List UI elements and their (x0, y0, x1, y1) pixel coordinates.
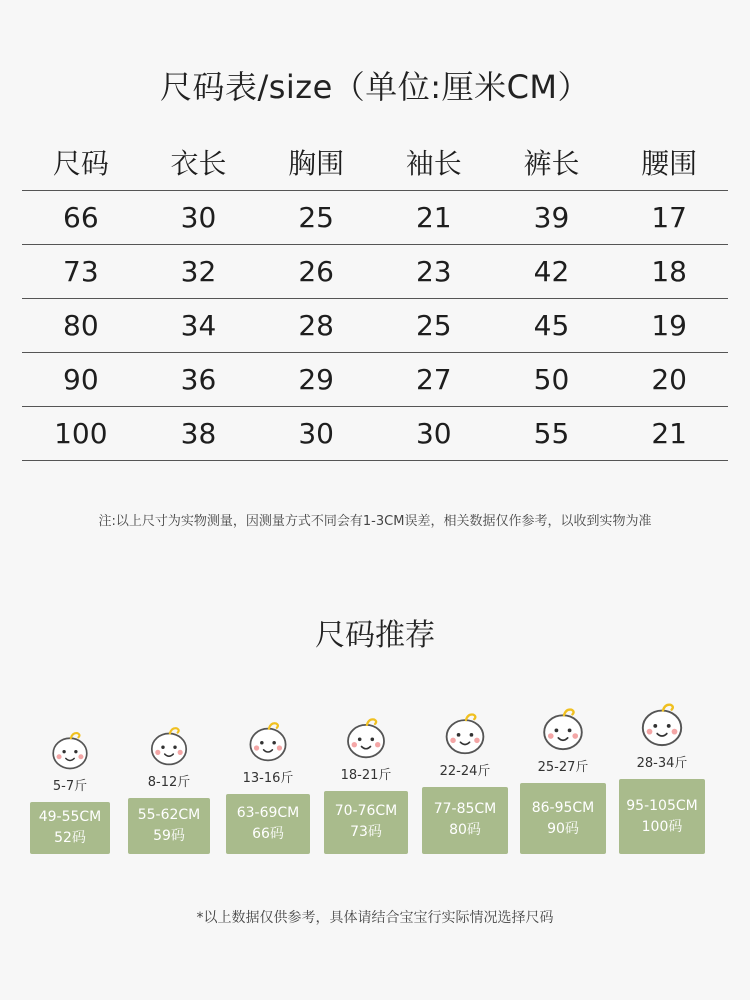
height-range: 49-55CM (38, 809, 102, 825)
size-box (30, 802, 110, 854)
baby-face-icon (638, 700, 686, 748)
table-cell: 28 (257, 299, 375, 353)
size-table (22, 134, 728, 461)
table-cell: 18 (610, 245, 728, 299)
column-header: 尺码 (52, 147, 109, 180)
table-cell: 66 (22, 191, 140, 245)
table-cell: 80 (22, 299, 140, 353)
page-title: 尺码表/size（单位:厘米CM） (159, 68, 591, 106)
table-cell: 36 (140, 353, 258, 407)
baby-face-icon (246, 719, 290, 763)
baby-face-icon (442, 710, 488, 756)
weight-label: 18-21斤 (340, 767, 392, 783)
table-cell: 39 (493, 191, 611, 245)
height-range: 95-105CM (626, 797, 698, 814)
size-code: 52码 (54, 830, 86, 846)
table-cell: 100 (22, 407, 140, 461)
table-cell: 21 (375, 191, 493, 245)
weight-label: 13-16斤 (242, 771, 294, 787)
size-code: 100码 (641, 818, 683, 835)
table-cell: 34 (140, 299, 258, 353)
table-cell: 73 (22, 245, 140, 299)
weight-label: 5-7斤 (52, 779, 88, 794)
baby-face-icon (344, 715, 389, 760)
table-cell: 38 (140, 407, 258, 461)
weight-label: 22-24斤 (439, 763, 491, 779)
table-cell: 90 (22, 353, 140, 407)
baby-face-icon (49, 729, 91, 771)
table-cell: 29 (257, 353, 375, 407)
table-cell: 50 (493, 353, 611, 407)
column-header: 腰围 (641, 147, 698, 180)
table-cell: 23 (375, 245, 493, 299)
height-range: 70-76CM (334, 803, 398, 820)
column-header: 胸围 (288, 147, 345, 180)
table-cell: 45 (493, 299, 611, 353)
table-cell: 19 (610, 299, 728, 353)
recommend-title: 尺码推荐 (315, 618, 435, 653)
height-range: 55-62CM (137, 807, 201, 824)
table-cell: 17 (610, 191, 728, 245)
size-code: 66码 (252, 826, 284, 843)
size-box (619, 779, 705, 854)
column-header: 袖长 (405, 147, 462, 180)
table-cell: 20 (610, 353, 728, 407)
size-code: 73码 (350, 824, 382, 841)
baby-face-icon (148, 724, 191, 767)
weight-label: 25-27斤 (537, 760, 589, 775)
size-box (226, 794, 310, 854)
table-cell: 30 (375, 407, 493, 461)
size-box (520, 783, 606, 854)
size-box (422, 787, 508, 854)
measurement-note: 注:以上尺寸为实物测量，因测量方式不同会有1-3CM误差，相关数据仅作参考，以收到实物为准 (98, 514, 652, 529)
height-range: 86-95CM (531, 799, 595, 816)
table-cell: 25 (257, 191, 375, 245)
table-cell: 26 (257, 245, 375, 299)
table-cell: 32 (140, 245, 258, 299)
column-header: 裤长 (523, 147, 580, 180)
column-header: 衣长 (170, 147, 227, 180)
size-code: 90码 (547, 820, 579, 837)
weight-label: 8-12斤 (147, 775, 191, 791)
table-cell: 55 (493, 407, 611, 461)
table-cell: 30 (257, 407, 375, 461)
table-cell: 25 (375, 299, 493, 353)
size-box (324, 791, 408, 854)
table-row (22, 407, 728, 461)
baby-face-icon (540, 705, 587, 752)
weight-label: 28-34斤 (636, 756, 688, 772)
table-cell: 30 (140, 191, 258, 245)
disclaimer-note: *以上数据仅供参考，具体请结合宝宝行实际情况选择尺码 (196, 910, 554, 926)
size-code: 59码 (153, 828, 185, 845)
table-cell: 21 (610, 407, 728, 461)
table-row (22, 299, 728, 353)
table-header-row (22, 134, 728, 191)
height-range: 77-85CM (433, 801, 497, 818)
table-cell: 27 (375, 353, 493, 407)
height-range: 63-69CM (236, 805, 300, 822)
table-row (22, 353, 728, 407)
table-row (22, 191, 728, 245)
size-box (128, 798, 210, 854)
table-cell: 42 (493, 245, 611, 299)
table-row (22, 245, 728, 299)
size-code: 80码 (449, 822, 481, 839)
